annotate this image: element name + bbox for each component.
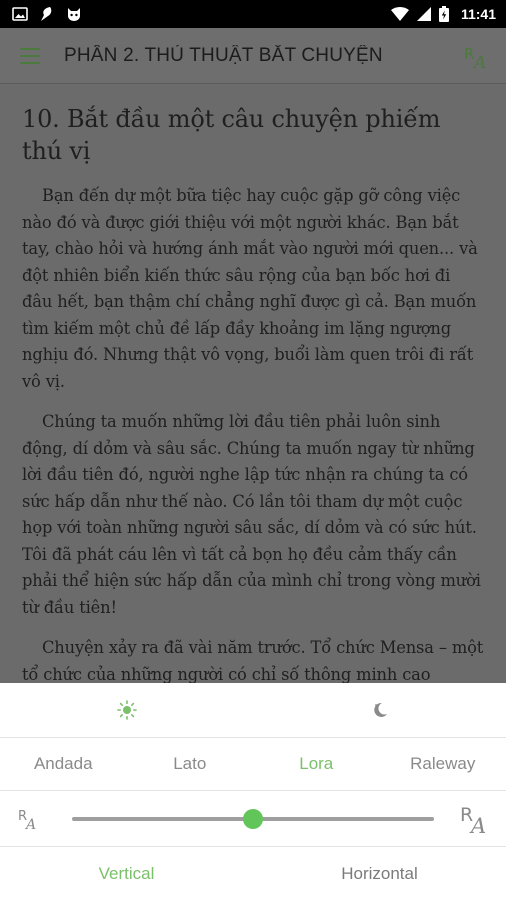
signal-icon [417, 7, 431, 21]
chapter-title: PHẦN 2. THỦ THUẬT BẮT CHUYỆN [64, 44, 383, 66]
status-bar-system [391, 6, 496, 22]
svg-text:R: R [464, 44, 475, 63]
font-option-andada[interactable]: Andada [33, 754, 93, 773]
reading-content[interactable] [0, 85, 506, 685]
section-heading: 10. Bắt đầu một câu chuyện phiếm thú vị [22, 105, 441, 165]
orientation-horizontal-option[interactable]: Horizontal [341, 863, 418, 883]
sun-icon [117, 700, 137, 720]
orientation-vertical-option[interactable]: Vertical [98, 863, 155, 883]
status-bar [0, 0, 506, 28]
status-time: 11:41 [460, 6, 496, 22]
status-bar-notifications [12, 6, 82, 22]
font-size-row [0, 791, 506, 847]
theme-light-option[interactable] [0, 683, 253, 737]
decrease-font-size-icon[interactable] [18, 806, 40, 832]
battery-icon [439, 6, 449, 22]
wifi-icon [391, 7, 409, 21]
orientation-row [0, 847, 506, 900]
theme-row [0, 683, 506, 738]
paragraph: Chúng ta muốn những lời đầu tiên phải luôn sinh động, dí dỏm và sâu sắc. Chúng ta muốn ngay từ những lời đầu tiên đó, người nghe lập tức nhận ra chúng ta có sức hấp dẫn như thế nào. Có lần tôi tham dự một cuộc họp với toàn những người sâu sắc, dí dỏm và có sức hút. Tôi đã phát cáu lên vì tất cả bọn họ đều cảm thấy cần phải thể hiện sức hấp dẫn của mình chỉ trong vòng mười từ đầu tiên! [22, 412, 481, 617]
font-size-icon[interactable] [462, 41, 492, 71]
theme-dark-option[interactable] [253, 683, 506, 737]
font-family-row [0, 738, 506, 791]
paragraph: Chuyện xảy ra đã vài năm trước. Tổ chức Mensa – một tổ chức của những người có chỉ số thông minh cao [22, 638, 484, 684]
app-bar [0, 28, 506, 84]
svg-text:A: A [471, 813, 487, 836]
svg-text:R: R [18, 808, 28, 824]
svg-text:A: A [474, 52, 487, 71]
hamburger-menu-icon[interactable] [20, 48, 40, 64]
font-option-lato[interactable]: Lato [173, 754, 207, 773]
font-size-slider-thumb[interactable] [243, 809, 263, 829]
font-option-raleway[interactable]: Raleway [410, 754, 476, 773]
font-option-lora[interactable]: Lora [299, 754, 334, 773]
svg-text:A: A [26, 816, 37, 832]
paragraph: Bạn đến dự một bữa tiệc hay cuộc gặp gỡ công việc nào đó và được giới thiệu với một người khác. Bạn bắt tay, chào hỏi và hướng ánh mắt vào người mới quen... và đột nhiên biển kiến thức sâu rộng của bạn bốc hơi đi đâu hết, bạn thậm chí chẳng nghĩ được gì cả. Bạn muốn tìm kiếm một chủ đề lấp đầy khoảng im lặng ngượng nghịu đó. Nhưng thật vô vọng, buổi làm quen trôi đi rất vô vị. [22, 186, 478, 391]
cat-notification-icon [66, 6, 82, 22]
font-size-slider[interactable] [72, 817, 434, 821]
reader-settings-sheet [0, 683, 506, 900]
image-notification-icon [12, 7, 28, 21]
increase-font-size-icon[interactable] [460, 802, 492, 836]
svg-text:R: R [460, 803, 474, 826]
bolt-notification-icon [40, 6, 54, 22]
moon-icon [370, 700, 390, 720]
